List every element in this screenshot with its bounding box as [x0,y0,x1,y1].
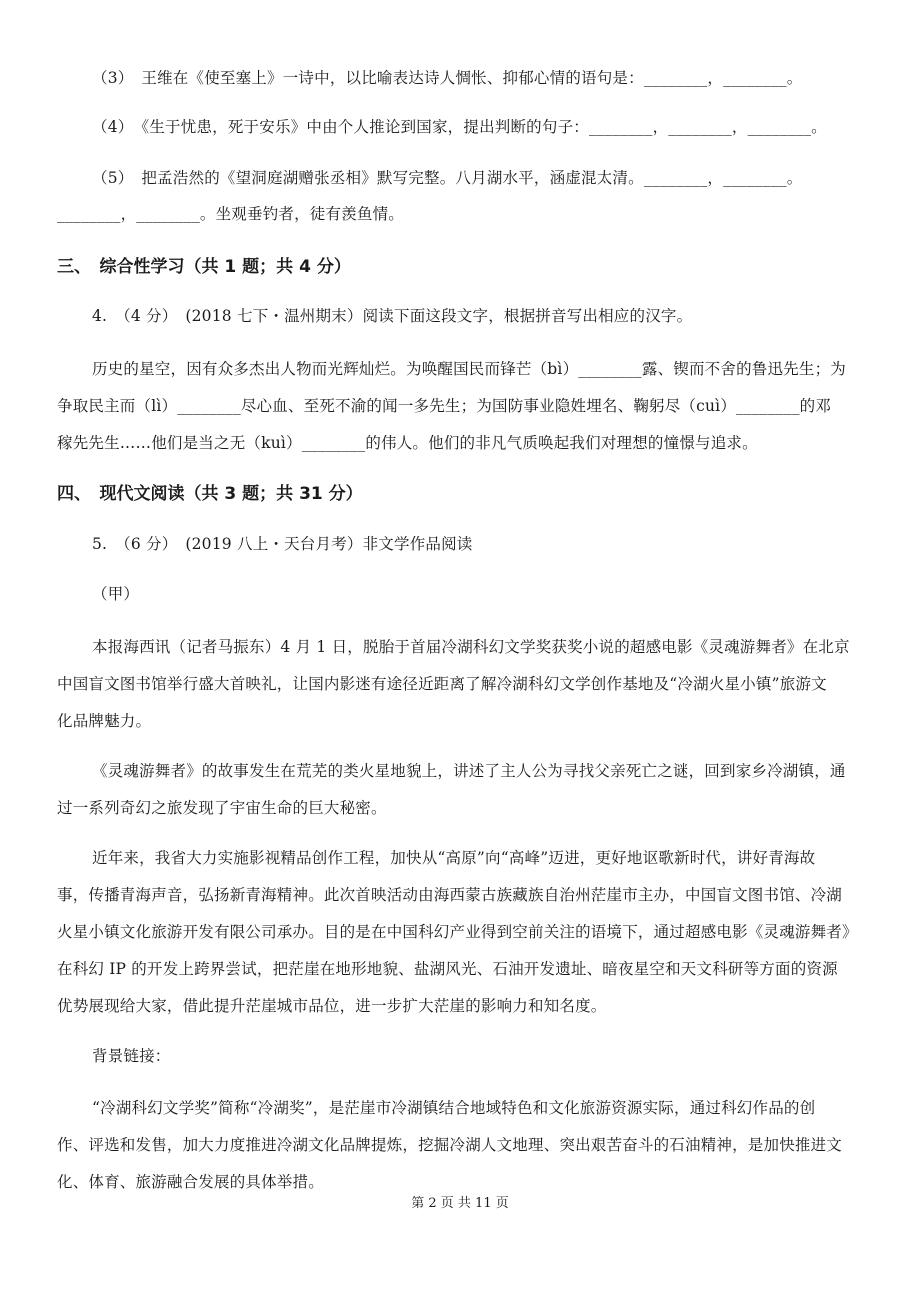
para-1-line-1: 本报海西讯（记者马振东）4 月 1 日，脱胎于首届冷湖科幻文学奖获奖小说的超感电影《灵魂游舞者》在北京 [92,638,850,656]
question-4-para-line-3: 稼先先生……他们是当之无（kuì）________的伟人。他们的非凡气质唤起我们对理想的憧憬与追求。 [57,434,758,452]
question-4-para-line-1: 历史的星空，因有众多杰出人物而光辉灿烂。为唤醒国民而锋芒（bì）________露、锲而不舍的鲁迅先生；为 [92,360,846,378]
page-number-footer: 第 2 页 共 11 页 [411,1196,509,1211]
question-3-3: （3） 王维在《使至塞上》一诗中，以比喻表达诗人惆怅、抑郁心情的语句是：________，________。 [92,69,803,87]
para-1-line-2: 中国盲文图书馆举行盛大首映礼，让国内影迷有途径近距离了解冷湖科幻文学创作基地及“冷湖火星小镇”旅游文 [57,675,827,693]
question-3-4: （4） 《生于忧患，死于安乐》中由个人推论到国家，提出判断的句子：________，________，________。 [92,118,827,136]
para-3-line-5: 优势展现给大家，借此提升茫崖城市品位，进一步扩大茫崖的影响力和知名度。 [57,997,607,1015]
para-3-line-4: 在科幻 IP 的开发上跨界尝试，把茫崖在地形地貌、盐湖风光、石油开发遗址、暗夜星空和天文科研等方面的资源 [57,960,838,978]
section-4-heading: 四、 现代文阅读（共 3 题；共 31 分） [57,484,363,504]
question-3-5-line-1: （5） 把孟浩然的《望洞庭湖赠张丞相》默写完整。八月湖水平，涵虚混太清。________，________。 [92,169,803,187]
para-4-line-3: 化、体育、旅游融合发展的具体举措。 [57,1173,324,1191]
question-4-para-line-2: 争取民主而（lì）________尽心血、至死不渝的闻一多先生；为国防事业隐姓埋名、鞠躬尽（cuì）________的邓 [57,397,832,415]
para-1-line-3: 化品牌魅力。 [57,712,152,730]
para-3-line-3: 火星小镇文化旅游开发有限公司承办。目的是在中国科幻产业得到空前关注的语境下，通过超感电影《灵魂游舞者》 [57,923,858,941]
para-4-line-2: 作、评选和发售，加大力度推进冷湖文化品牌提炼，挖掘冷湖人文地理、突出艰苦奋斗的石油精神，是加快推进文 [57,1136,843,1154]
section-3-heading: 三、 综合性学习（共 1 题；共 4 分） [57,257,351,277]
para-2-line-1: 《灵魂游舞者》的故事发生在荒芜的类火星地貌上，讲述了主人公为寻找父亲死亡之谜，回到家乡冷湖镇，通 [92,762,846,780]
question-4-stem: 4. （4 分） (2018 七下・温州期末）阅读下面这段文字，根据拼音写出相应的汉字。 [92,307,693,325]
para-3-line-2: 事，传播青海声音，弘扬新青海精神。此次首映活动由海西蒙古族藏族自治州茫崖市主办，中国盲文图书馆、冷湖 [57,886,843,904]
para-3-line-1: 近年来，我省大力实施影视精品创作工程，加快从“高原”向“高峰”迈进，更好地讴歌新时代，讲好青海故 [92,849,816,867]
para-4-line-1: “冷湖科幻文学奖”简称“冷湖奖”，是茫崖市冷湖镇结合地域特色和文化旅游资源实际，通过科幻作品的创 [92,1099,816,1117]
question-3-5-line-2: ________，________。坐观垂钓者，徒有羡鱼情。 [57,205,405,223]
para-2-line-2: 过一系列奇幻之旅发现了宇宙生命的巨大秘密。 [57,799,387,817]
background-link-label: 背景链接： [92,1047,171,1065]
question-5-stem: 5. （6 分） (2019 八上・天台月考）非文学作品阅读 [92,535,473,553]
part-label-jia: （甲） [92,585,140,603]
